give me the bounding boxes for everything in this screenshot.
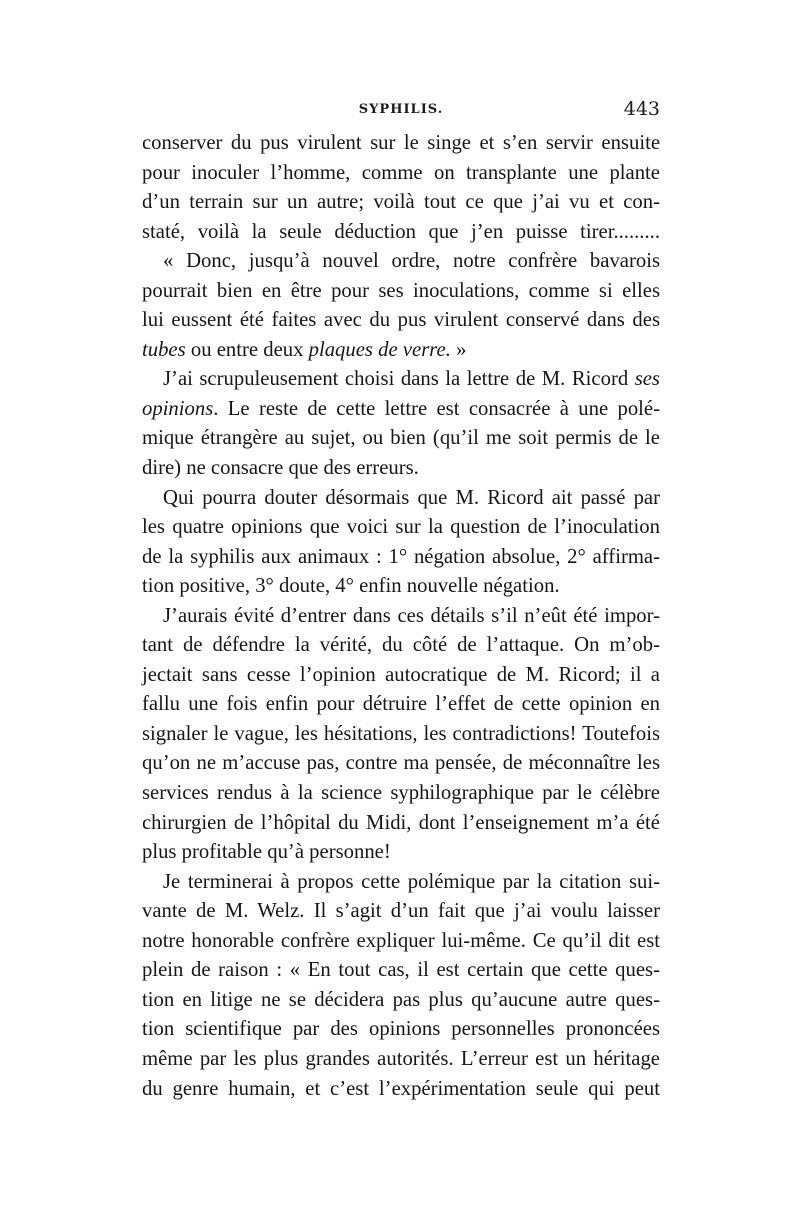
text-line: tion positive, 3° doute, 4° enfin nouvelle négation. [142, 575, 560, 598]
paragraph-3 [142, 365, 660, 483]
text-line: de la syphilis aux animaux : 1° négation absolue, 2° affirma- [142, 545, 660, 568]
text-line: jectait sans cesse l’opinion autocratique de M. Ricord; il a [142, 663, 660, 686]
paragraph-6 [142, 868, 660, 1104]
text-line: du genre humain, et c’est l’expérimentation seule qui peut [142, 1077, 660, 1100]
text-line: dire) ne consacre que des erreurs. [142, 457, 419, 480]
text-line: Je terminerai à propos cette polémique par la citation sui- [163, 870, 660, 893]
text-line: plus profitable qu’à personne! [142, 841, 391, 864]
italic-text: tubes [142, 338, 186, 361]
text-line: vante de M. Welz. Il s’agit d’un fait que j’ai voulu laisser [142, 900, 660, 923]
text-line: conserver du pus virulent sur le singe et s’en servir ensuite [142, 132, 660, 154]
text-line: plein de raison : « En tout cas, il est certain que cette ques- [142, 959, 660, 982]
text-line: tion en litige ne se décidera pas plus qu’aucune autre ques- [142, 988, 660, 1011]
italic-text: opinions [142, 397, 214, 420]
text-span: . Le reste de cette lettre est consacrée à une polé- [213, 397, 660, 420]
running-head [142, 98, 660, 128]
paragraph-5 [142, 602, 660, 868]
page-number: 443 [623, 98, 660, 120]
text-line: pourrait bien en être pour ses inoculations, comme si elles [142, 279, 660, 302]
text-line: mique étrangère au sujet, ou bien (qu’il me soit permis de le [142, 427, 660, 450]
text-line: J’aurais évité d’entrer dans ces détails s’il n’eût été impor- [163, 604, 660, 627]
text-line: notre honorable confrère expliquer lui-même. Ce qu’il dit est [142, 929, 660, 952]
text-line: chirurgien de l’hôpital du Midi, dont l’enseignement m’a été [142, 811, 660, 834]
text-line: signaler le vague, les hésitations, les contradictions! Toutefois [142, 722, 660, 745]
text-span: J’ai scrupuleusement choisi dans la lettre de M. Ricord [163, 368, 635, 391]
text-span: ou entre deux [185, 338, 309, 361]
text-line: « Donc, jusqu’à nouvel ordre, notre confrère bavarois [163, 250, 660, 273]
text-line: qu’on ne m’accuse pas, contre ma pensée, de méconnaître les [142, 752, 660, 775]
paragraph-1 [142, 129, 660, 247]
text-line: staté, voilà la seule déduction que j’en puisse tirer......... [142, 220, 660, 243]
text-line: pour inoculer l’homme, comme on transplante une plante [142, 161, 660, 184]
text-line: lui eussent été faites avec du pus virulent conservé dans des [142, 309, 660, 332]
running-title: SYPHILIS. [358, 102, 444, 117]
text-line: d’un terrain sur un autre; voilà tout ce que j’ai vu et con- [142, 191, 660, 214]
text-line: fallu une fois enfin pour détruire l’effet de cette opinion en [142, 693, 660, 716]
text-line [142, 395, 660, 425]
text-line: les quatre opinions que voici sur la question de l’inoculation [142, 516, 660, 539]
text-line: Qui pourra douter désormais que M. Ricord ait passé par [163, 486, 660, 509]
text-span: » [450, 338, 467, 361]
paragraph-4 [142, 484, 660, 602]
text-line [142, 365, 660, 395]
text-line: même par les plus grandes autorités. L’erreur est un héritage [142, 1047, 660, 1070]
text-line: tant de défendre la vérité, du côté de l’attaque. On m’ob- [142, 634, 660, 657]
italic-text: ses [634, 368, 660, 391]
text-line: services rendus à la science syphilographique par le célèbre [142, 782, 660, 805]
text-line: tion scientifique par des opinions personnelles prononcées [142, 1018, 660, 1041]
paragraph-2 [142, 247, 660, 365]
text-line [142, 336, 660, 366]
body-text [142, 129, 660, 1104]
italic-text: plaques de verre. [308, 338, 451, 361]
